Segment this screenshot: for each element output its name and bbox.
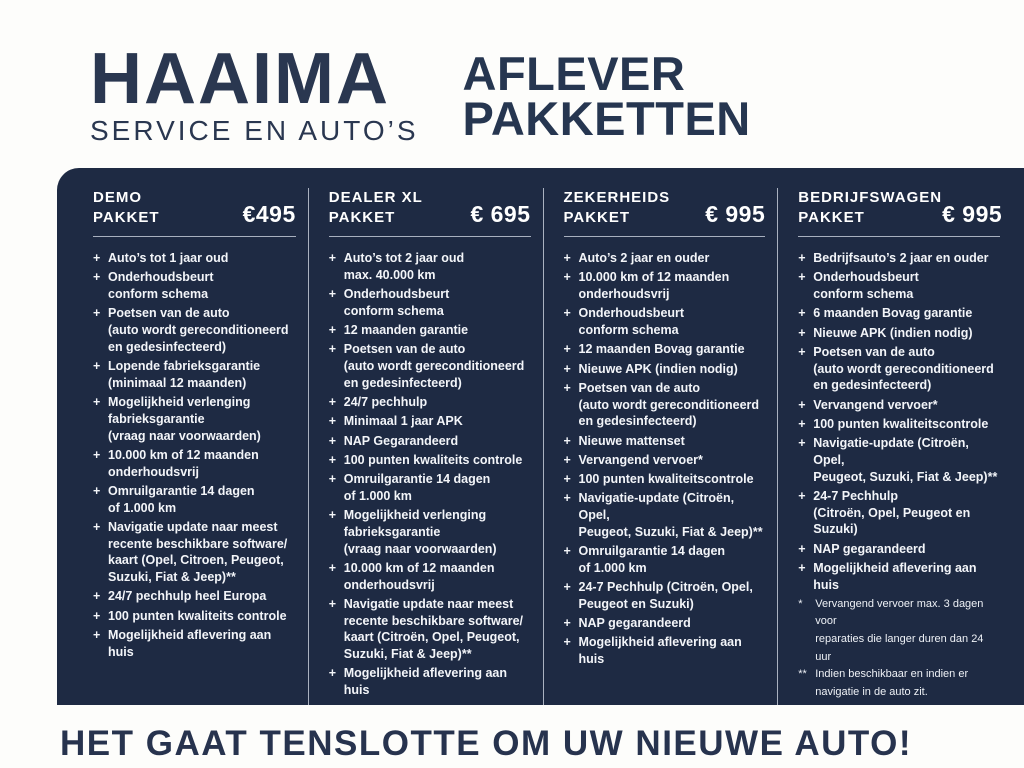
package-item — [93, 250, 296, 267]
package-item — [798, 416, 1000, 433]
package-item-text: Navigatie update naar meest recente beschikbare software/ kaart (Citroën, Opel, Peugeot, Suzuki, Fiat & Jeep)** — [343, 596, 523, 662]
package-item-text: Onderhoudsbeurt conform schema — [813, 270, 919, 302]
plus-icon: + — [563, 306, 571, 321]
package-item — [93, 305, 296, 355]
brand-logo — [90, 39, 419, 147]
package-item-text: Poetsen van de auto (auto wordt gereconditioneerd en gedesinfecteerd) — [343, 342, 525, 390]
package-item-text: Omruilgarantie 14 dagen of 1.000 km — [108, 483, 255, 515]
plus-icon: + — [93, 251, 101, 266]
package-item-text: Vervangend vervoer* — [813, 397, 938, 412]
footer-tagline: HET GAAT TENSLOTTE OM UW NIEUWE AUTO! — [60, 724, 913, 764]
footnote-text: Vervangend vervoer max. 3 dagen voor reparaties die langer duren dan 24 uur — [815, 597, 984, 663]
package-item-text: Navigatie-update (Citroën, Opel, Peugeot, Suzuki, Fiat & Jeep)** — [578, 491, 763, 539]
plus-icon: + — [93, 359, 101, 374]
package-item — [329, 250, 531, 284]
plus-icon: + — [798, 541, 806, 556]
package-item-list — [798, 250, 1000, 596]
package-column — [308, 188, 543, 705]
plus-icon: + — [563, 433, 571, 448]
packages-panel — [57, 168, 1024, 705]
plus-icon: + — [563, 472, 571, 487]
package-item-text: 100 punten kwaliteitscontrole — [813, 416, 989, 431]
package-price: € 995 — [942, 201, 1003, 228]
package-item-text: Auto’s tot 1 jaar oud — [108, 251, 229, 266]
plus-icon: + — [93, 627, 101, 642]
plus-icon: + — [93, 270, 101, 285]
page-title — [462, 47, 751, 145]
package-item-text: NAP gegarandeerd — [578, 616, 691, 631]
header-divider — [93, 236, 296, 237]
package-price: € 995 — [705, 201, 766, 228]
package-item — [93, 588, 296, 605]
plus-icon: + — [93, 483, 101, 498]
package-header — [798, 188, 1003, 228]
header-divider — [564, 236, 766, 237]
plus-icon: + — [798, 488, 806, 503]
package-item — [798, 305, 1000, 322]
plus-icon: + — [328, 508, 337, 523]
footnote-text: Indien beschikbaar en indien er navigatie in de auto zit. — [815, 668, 969, 698]
package-item — [798, 541, 1000, 558]
package-header — [93, 188, 296, 227]
plus-icon: + — [563, 580, 571, 595]
package-header — [329, 188, 531, 227]
package-item-list — [93, 250, 296, 663]
plus-icon: + — [93, 447, 101, 462]
plus-icon: + — [93, 589, 101, 604]
plus-icon: + — [798, 251, 806, 266]
plus-icon: + — [563, 361, 571, 376]
header-divider — [329, 236, 531, 237]
package-item — [798, 344, 1000, 394]
plus-icon: + — [328, 342, 337, 357]
package-item — [798, 250, 1000, 267]
package-item-text: 10.000 km of 12 maanden onderhoudsvrij — [578, 270, 730, 302]
package-item-text: Navigatie update naar meest recente beschikbare software/ kaart (Opel, Citroen, Peugeot, Suzuki, Fiat & Jeep)** — [108, 519, 288, 585]
plus-icon: + — [93, 395, 101, 410]
plus-icon: + — [328, 287, 337, 302]
package-item-text: 12 maanden garantie — [343, 323, 469, 338]
plus-icon: + — [798, 306, 806, 321]
package-item — [798, 560, 1000, 594]
package-item — [798, 488, 1000, 538]
plus-icon: + — [798, 344, 806, 359]
package-title: DEMO PAKKET — [93, 189, 160, 226]
package-item-text: Nieuwe APK (indien nodig) — [578, 361, 738, 376]
package-item-text: Poetsen van de auto (auto wordt gereconditioneerd en gedesinfecteerd) — [578, 380, 760, 429]
package-item — [93, 627, 296, 661]
package-item-text: 10.000 km of 12 maanden onderhoudsvrij — [108, 447, 259, 479]
package-item — [564, 615, 766, 632]
package-item — [329, 471, 531, 505]
package-item-text: 6 maanden Bovag garantie — [813, 306, 973, 321]
package-item — [93, 447, 296, 481]
package-item — [564, 305, 766, 339]
package-price: € 695 — [470, 201, 531, 228]
package-item-text: Minimaal 1 jaar APK — [343, 414, 463, 429]
package-item — [564, 269, 766, 303]
plus-icon: + — [93, 519, 101, 534]
package-item — [564, 543, 766, 577]
package-item — [329, 286, 531, 320]
plus-icon: + — [328, 472, 337, 487]
package-item — [329, 507, 531, 557]
package-item-text: 24/7 pechhulp — [343, 395, 428, 410]
package-item-text: Vervangend vervoer* — [578, 452, 703, 467]
plus-icon: + — [563, 635, 571, 650]
package-item-text: Mogelijkheid aflevering aan huis — [343, 666, 507, 698]
package-item-text: 100 punten kwaliteits controle — [343, 452, 523, 467]
package-item-text: Mogelijkheid verlenging fabrieksgarantie (vraag naar voorwaarden) — [343, 508, 497, 556]
plus-icon: + — [563, 380, 571, 395]
package-item-text: Onderhoudsbeurt conform schema — [343, 287, 450, 318]
package-column — [73, 188, 308, 705]
package-item-text: Mogelijkheid aflevering aan huis — [578, 635, 742, 667]
plus-icon: + — [328, 433, 337, 448]
plus-icon: + — [798, 325, 806, 340]
package-item — [798, 325, 1000, 342]
brand-name: HAAIMA — [90, 39, 390, 119]
brand-subtitle: SERVICE EN AUTO’S — [90, 115, 419, 147]
plus-icon: + — [328, 560, 337, 575]
package-item — [564, 634, 766, 668]
package-item — [93, 483, 296, 517]
package-item-text: 10.000 km of 12 maanden onderhoudsvrij — [343, 560, 495, 592]
package-item-text: Omruilgarantie 14 dagen of 1.000 km — [343, 472, 491, 503]
page-title-line2: PAKKETTEN — [462, 91, 751, 145]
plus-icon: + — [798, 560, 806, 575]
plus-icon: + — [328, 323, 337, 338]
package-item — [564, 579, 766, 613]
package-item-text: Bedrijfsauto’s 2 jaar en ouder — [813, 251, 989, 266]
package-item — [93, 358, 296, 392]
plus-icon: + — [328, 395, 337, 410]
header-divider — [798, 236, 1000, 237]
package-item-text: Onderhoudsbeurt conform schema — [108, 270, 214, 302]
package-item — [798, 435, 1000, 485]
plus-icon: + — [798, 436, 806, 451]
plus-icon: + — [328, 251, 337, 266]
plus-icon: + — [328, 596, 337, 611]
package-item-text: Nieuwe mattenset — [578, 433, 685, 448]
package-item — [329, 665, 531, 699]
plus-icon: + — [93, 306, 101, 321]
package-item — [564, 452, 766, 469]
package-item — [329, 596, 531, 663]
package-item-text: NAP Gegarandeerd — [343, 433, 459, 448]
plus-icon: + — [798, 270, 806, 285]
package-item — [329, 433, 531, 450]
footnote — [798, 596, 1000, 666]
package-price: €495 — [242, 201, 296, 228]
package-item-text: NAP gegarandeerd — [813, 541, 926, 556]
package-item — [564, 380, 766, 430]
package-item-text: 24-7 Pechhulp (Citroën, Opel, Peugeot en Suzuki) — [813, 488, 971, 537]
plus-icon: + — [563, 491, 571, 506]
plus-icon: + — [328, 666, 337, 681]
package-item-text: Lopende fabrieksgarantie (minimaal 12 maanden) — [108, 359, 261, 390]
plus-icon: + — [563, 342, 571, 357]
plus-icon: + — [798, 397, 806, 412]
plus-icon: + — [93, 608, 101, 623]
package-item — [798, 397, 1000, 414]
package-item-text: Onderhoudsbeurt conform schema — [578, 306, 685, 338]
package-item — [564, 433, 766, 450]
package-title: DEALER XL PAKKET — [328, 189, 423, 226]
package-item-text: 24/7 pechhulp heel Europa — [108, 589, 267, 604]
package-title: BEDRIJFSWAGEN PAKKET — [798, 189, 943, 226]
package-column — [777, 188, 1012, 705]
page-title-line1: AFLEVER — [462, 47, 686, 100]
package-item-list — [564, 250, 766, 670]
package-item — [564, 341, 766, 358]
package-item — [93, 608, 296, 625]
package-item-text: 12 maanden Bovag garantie — [578, 342, 745, 357]
package-item-text: Mogelijkheid aflevering aan huis — [813, 560, 977, 592]
package-item-text: 100 punten kwaliteits controle — [108, 608, 287, 623]
package-item-text: Auto’s tot 2 jaar oud max. 40.000 km — [343, 251, 465, 282]
package-item — [329, 413, 531, 430]
package-item — [798, 269, 1000, 303]
package-header — [564, 188, 766, 227]
package-item — [564, 250, 766, 267]
footnote-marker: ** — [798, 668, 807, 681]
package-columns — [73, 188, 1012, 698]
package-title: ZEKERHEIDS PAKKET — [563, 189, 671, 226]
package-item — [329, 394, 531, 411]
package-item — [93, 394, 296, 444]
package-item-text: Navigatie-update (Citroën, Opel, Peugeot, Suzuki, Fiat & Jeep)** — [813, 436, 998, 484]
plus-icon: + — [563, 251, 571, 266]
package-item-text: Nieuwe APK (indien nodig) — [813, 325, 973, 340]
footnote — [798, 666, 1000, 701]
package-item-text: Poetsen van de auto (auto wordt gereconditioneerd en gedesinfecteerd) — [108, 306, 289, 354]
plus-icon: + — [563, 270, 571, 285]
package-item — [329, 560, 531, 594]
package-item — [564, 490, 766, 540]
package-item — [93, 269, 296, 303]
package-item — [329, 341, 531, 391]
plus-icon: + — [563, 452, 571, 467]
package-item-text: 100 punten kwaliteitscontrole — [578, 472, 754, 487]
plus-icon: + — [328, 452, 337, 467]
footnote-marker: * — [798, 597, 803, 610]
package-item — [329, 322, 531, 339]
package-item — [564, 471, 766, 488]
package-item-text: 24-7 Pechhulp (Citroën, Opel, Peugeot en Suzuki) — [578, 580, 753, 611]
package-item — [564, 361, 766, 378]
plus-icon: + — [563, 544, 571, 559]
header — [0, 0, 1024, 147]
plus-icon: + — [798, 416, 806, 431]
package-item — [329, 452, 531, 469]
package-item-text: Poetsen van de auto (auto wordt gereconditioneerd en gedesinfecteerd) — [813, 344, 994, 393]
footnotes — [798, 596, 1000, 702]
package-item-text: Auto’s 2 jaar en ouder — [578, 251, 710, 266]
package-item-text: Omruilgarantie 14 dagen of 1.000 km — [578, 544, 726, 575]
plus-icon: + — [563, 616, 571, 631]
package-item-text: Mogelijkheid verlenging fabrieksgarantie (vraag naar voorwaarden) — [108, 395, 261, 443]
package-column — [543, 188, 778, 705]
package-item-text: Mogelijkheid aflevering aan huis — [108, 627, 272, 659]
package-item — [93, 519, 296, 586]
package-item-list — [329, 250, 531, 701]
plus-icon: + — [328, 414, 337, 429]
